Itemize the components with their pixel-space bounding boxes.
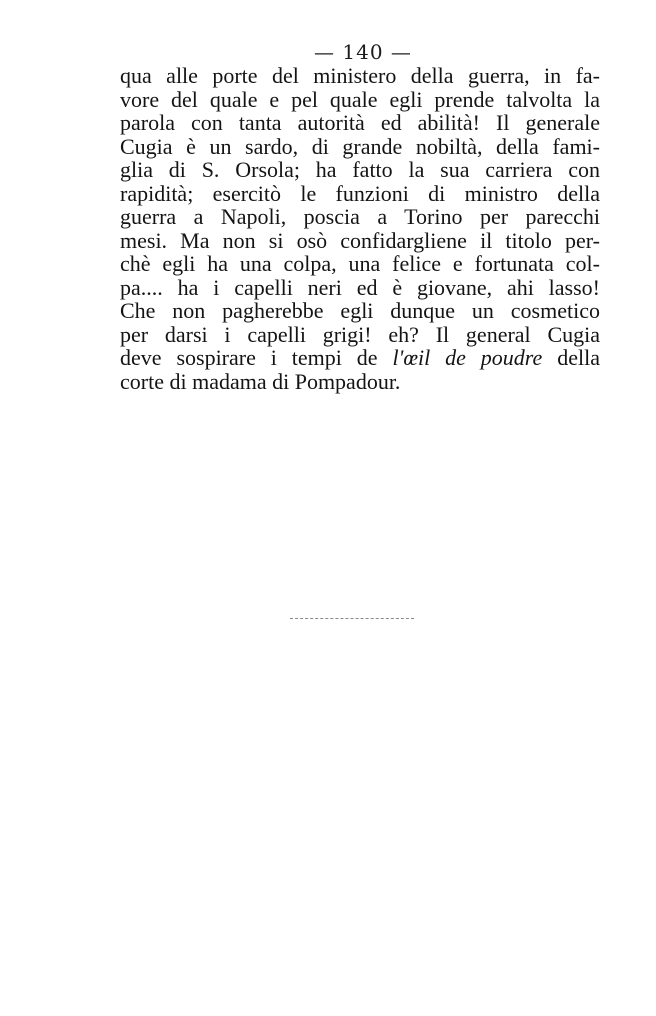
text-line-last: corte di madama di Pompadour. xyxy=(120,368,401,394)
text-line: vore del quale e pel quale egli prende talvolta la xyxy=(120,86,600,112)
section-divider xyxy=(290,618,414,619)
page-number: — 140 — xyxy=(314,40,412,64)
text-line: per darsi i capelli grigi! eh? Il general Cugia xyxy=(120,321,600,347)
text-line: Cugia è un sardo, di grande nobiltà, della fami- xyxy=(120,133,600,159)
text-line: glia di S. Orsola; ha fatto la sua carriera con xyxy=(120,157,600,182)
text-segment: della xyxy=(542,345,600,370)
text-line: chè egli ha una colpa, una felice e fortunata col- xyxy=(120,251,600,276)
text-line-with-italic xyxy=(120,346,600,370)
text-line: mesi. Ma non si osò confidargliene il titolo per- xyxy=(120,227,600,253)
body-text xyxy=(120,64,600,393)
text-segment: deve sospirare i tempi de xyxy=(120,345,393,370)
text-line: qua alle porte del ministero della guerra, in fa- xyxy=(120,63,600,88)
italic-phrase: l'œil de poudre xyxy=(392,345,543,370)
text-line: Che non pagherebbe egli dunque un cosmetico xyxy=(120,298,600,323)
text-line: guerra a Napoli, poscia a Torino per parecchi xyxy=(120,204,600,229)
text-line: parola con tanta autorità ed abilità! Il generale xyxy=(120,110,600,135)
text-line: pa.... ha i capelli neri ed è giovane, ahi lasso! xyxy=(120,274,600,300)
text-line: rapidità; esercitò le funzioni di ministro della xyxy=(120,180,600,206)
